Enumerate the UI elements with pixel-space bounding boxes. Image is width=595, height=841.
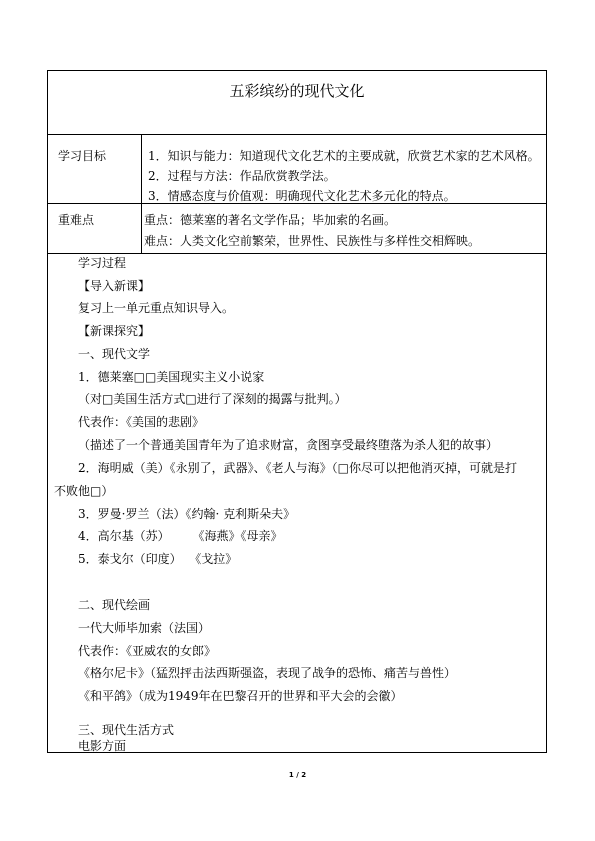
learning-process-cell [48,71,546,752]
process-line: 代表作：《亚威农的女郎》 [78,644,217,658]
process-line: 1．德莱塞□□美国现实主义小说家 [78,370,265,384]
lesson-plan-table [47,70,547,753]
section-heading: 【导入新课】 [78,279,151,293]
keypoint-item: 重点：德莱塞的著名文学作品；毕加索的名画。 [144,213,397,227]
process-line: （对□美国生活方式□进行了深刻的揭露与批判。） [78,392,347,406]
process-line: 一代大师毕加索（法国） [78,621,211,635]
process-line: 3．罗曼·罗兰（法）《约翰· 克利斯朵夫》 [78,507,296,521]
process-line: 4．高尔基（苏） 《海燕》《母亲》 [78,529,283,543]
page-title: 五彩缤纷的现代文化 [229,82,365,100]
process-line: 《和平鸽》（成为1949年在巴黎召开的世界和平大会的会徽） [78,689,403,703]
process-line: （描述了一个普通美国青年为了追求财富，贪图享受最终堕落为杀人犯的故事） [78,438,499,452]
process-line: 5．泰戈尔（印度） 《戈拉》 [78,552,238,566]
process-line: 三、现代生活方式 [78,723,175,737]
process-line: 电影方面 [78,739,127,753]
keypoint-item: 难点：人类文化空前繁荣，世界性、民族性与多样性交相辉映。 [144,234,481,248]
objectives-label: 学习目标 [58,149,107,163]
objective-item: 3．情感态度与价值观：明确现代文化艺术多元化的特点。 [148,189,456,203]
keypoints-label: 重难点 [58,213,95,227]
process-line: 2．海明威（美）《永别了，武器》、《老人与海》（□你尽可以把他消灭掉，可就是打 [78,461,517,475]
process-line: 代表作：《美国的悲剧》 [78,415,205,429]
process-line: 复习上一单元重点知识导入。 [78,301,235,315]
process-line: 二、现代绘画 [78,598,151,612]
process-line: 《格尔尼卡》（猛烈抨击法西斯强盗，表现了战争的恐怖、痛苦与兽性） [78,666,457,680]
objective-item: 1．知识与能力：知道现代文化艺术的主要成就，欣赏艺术家的艺术风格。 [148,149,540,163]
process-line: 一、现代文学 [78,347,151,361]
process-line: 不败他□） [54,484,114,498]
page-number: 1 / 2 [288,771,307,779]
process-heading: 学习过程 [78,256,127,270]
objective-item: 2．过程与方法：作品欣赏教学法。 [148,169,336,183]
section-heading: 【新课探究】 [78,324,151,338]
